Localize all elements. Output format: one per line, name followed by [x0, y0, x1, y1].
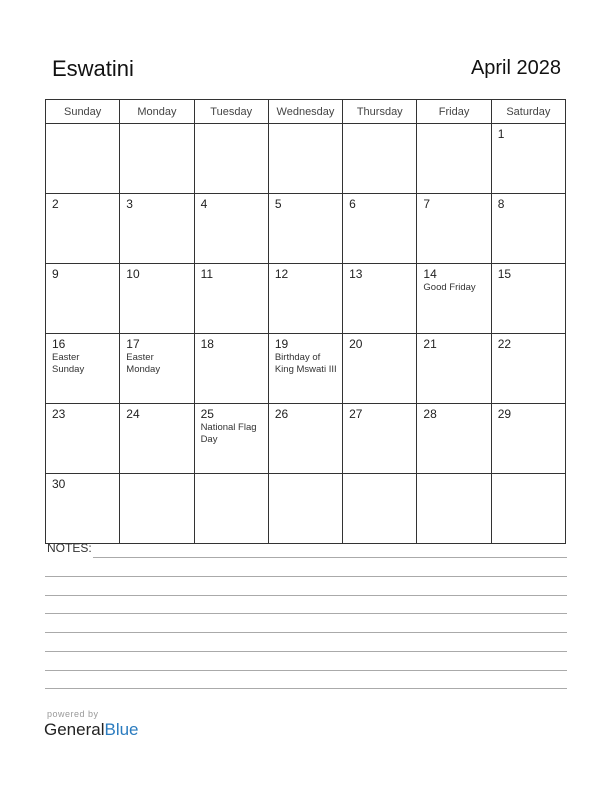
- day-cell: [268, 124, 342, 194]
- day-number: 27: [349, 407, 363, 421]
- day-number: 10: [126, 267, 140, 281]
- day-number: 28: [423, 407, 437, 421]
- day-cell: [194, 474, 268, 544]
- day-cell: [268, 474, 342, 544]
- day-number: 19: [274, 337, 289, 351]
- day-cell: [46, 404, 120, 474]
- day-number: 25: [200, 407, 214, 421]
- day-number: 30: [52, 477, 66, 491]
- day-cell: [417, 474, 491, 544]
- brand-blue: Blue: [104, 720, 139, 739]
- note-line: [45, 688, 567, 689]
- day-number: 3: [126, 197, 133, 211]
- day-number: 18: [200, 337, 214, 351]
- day-cell: [120, 194, 194, 264]
- day-cell: [417, 264, 491, 334]
- holiday-label: Easter Monday: [126, 352, 161, 375]
- day-cell: [491, 194, 565, 264]
- holiday-label: Easter Sunday: [52, 352, 85, 375]
- day-number: 12: [274, 267, 289, 281]
- day-cell: [194, 124, 268, 194]
- country-title: Eswatini: [52, 56, 134, 81]
- day-cell: [46, 194, 120, 264]
- notes-label: NOTES:: [47, 541, 92, 555]
- day-number: 1: [497, 127, 505, 141]
- day-cell: [194, 264, 268, 334]
- day-number: 29: [497, 407, 512, 421]
- day-number: 23: [52, 407, 66, 421]
- day-cell: [46, 264, 120, 334]
- weekday-header: Sunday: [46, 100, 120, 124]
- note-line: [45, 613, 567, 614]
- day-cell: [194, 404, 268, 474]
- day-cell: [194, 194, 268, 264]
- day-number: 9: [52, 267, 59, 281]
- day-cell: [46, 334, 120, 404]
- weekday-header: Friday: [417, 100, 491, 124]
- day-cell: [417, 334, 491, 404]
- week-row: [46, 474, 566, 544]
- day-number: 21: [423, 337, 437, 351]
- month-year-title: April 2028: [470, 57, 561, 79]
- day-cell: [268, 264, 342, 334]
- day-cell: [343, 404, 417, 474]
- brand-logo[interactable]: [44, 720, 139, 740]
- week-row: [46, 404, 566, 474]
- day-cell: [417, 404, 491, 474]
- day-number: 8: [497, 197, 505, 211]
- weekday-header: Thursday: [343, 100, 417, 124]
- day-cell: [343, 334, 417, 404]
- week-row: [46, 264, 566, 334]
- day-cell: [491, 124, 565, 194]
- day-cell: [491, 264, 565, 334]
- day-cell: [343, 124, 417, 194]
- day-number: 16: [52, 337, 66, 351]
- holiday-label: National Flag Day: [200, 422, 257, 445]
- day-cell: [46, 124, 120, 194]
- day-cell: [343, 474, 417, 544]
- day-cell: [120, 264, 194, 334]
- day-number: 13: [349, 267, 363, 281]
- powered-by-text: powered by: [47, 709, 99, 719]
- day-number: 7: [423, 197, 431, 211]
- day-cell: [268, 194, 342, 264]
- brand-general: General: [44, 720, 105, 739]
- day-cell: [194, 334, 268, 404]
- day-number: 20: [349, 337, 363, 351]
- weekday-header: Saturday: [491, 100, 565, 124]
- week-row: [46, 124, 566, 194]
- day-cell: [120, 124, 194, 194]
- day-number: 4: [200, 197, 208, 211]
- calendar-grid: [45, 99, 566, 544]
- day-cell: [120, 404, 194, 474]
- day-cell: [268, 404, 342, 474]
- day-cell: [120, 334, 194, 404]
- day-cell: [343, 264, 417, 334]
- day-number: 24: [126, 407, 140, 421]
- weekday-header: Tuesday: [194, 100, 268, 124]
- day-cell: [46, 474, 120, 544]
- day-number: 22: [497, 337, 512, 351]
- day-cell: [491, 474, 565, 544]
- day-cell: [491, 404, 565, 474]
- weekday-header: Monday: [120, 100, 194, 124]
- weekday-header: Wednesday: [268, 100, 342, 124]
- day-number: 17: [126, 337, 140, 351]
- day-number: 5: [274, 197, 282, 211]
- day-cell: [491, 334, 565, 404]
- day-cell: [417, 194, 491, 264]
- day-number: 6: [349, 197, 356, 211]
- weekday-header-row: [46, 100, 566, 124]
- day-number: 15: [497, 267, 512, 281]
- holiday-label: Birthday of King Mswati III: [274, 352, 337, 375]
- week-row: [46, 334, 566, 404]
- note-line: [93, 557, 567, 558]
- note-line: [45, 670, 567, 671]
- note-line: [45, 595, 567, 596]
- day-cell: [120, 474, 194, 544]
- day-number: 11: [200, 267, 214, 281]
- holiday-label: Good Friday: [423, 282, 476, 293]
- day-number: 26: [274, 407, 289, 421]
- week-row: [46, 194, 566, 264]
- day-number: 14: [423, 267, 437, 281]
- day-number: 2: [52, 197, 59, 211]
- day-cell: [268, 334, 342, 404]
- note-line: [45, 576, 567, 577]
- day-cell: [343, 194, 417, 264]
- note-line: [45, 632, 567, 633]
- note-line: [45, 651, 567, 652]
- day-cell: [417, 124, 491, 194]
